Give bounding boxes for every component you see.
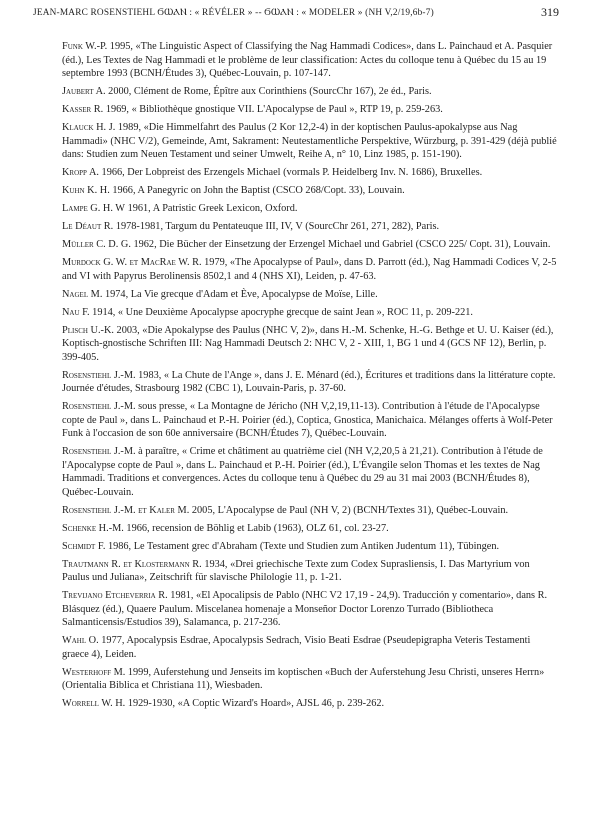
entry-text: 1983, « La Chute de l'Ange », dans J. E. Ménard (éd.), Écritures et traditions dans la littérature copte. Journée d'études, Strasbourg 1982 (CBC 1), Louvain-Paris, p. 37-60.	[62, 369, 556, 394]
bibliography-entry	[62, 445, 558, 499]
bibliography-entry	[62, 400, 558, 441]
bibliography-entry	[62, 522, 558, 536]
bibliography-entry	[62, 306, 558, 320]
entry-author: Kasser R.	[62, 104, 104, 115]
entry-author: Rosenstiehl J.-M.	[62, 401, 136, 412]
entry-author: Westerhoff M.	[62, 666, 126, 678]
bibliography-entry	[62, 324, 558, 365]
bibliography-entry	[62, 103, 558, 117]
entry-text: 1981, «El Apocalipsis de Pablo (NHC V2 17,19 - 24,9). Traducción y comentario», dans R. Blásquez (éd.), Quaere Paulum. Miscelanea homenaje a Monseñor Doctor Lorenzo Turrado (Bibliotheca Salmanticensis/Estudios 39), Salamanca, p. 217-236.	[62, 590, 548, 628]
bibliography-entry	[62, 121, 558, 162]
entry-text: 2005, L'Apocalypse de Paul (NH V, 2) (BCNH/Textes 31), Québec-Louvain.	[189, 504, 509, 516]
bibliography-entry	[62, 184, 558, 198]
entry-text: 1929-1930, «A Coptic Wizard's Hoard», AJSL 46, p. 239-262.	[125, 698, 385, 709]
entry-text: 1977, Apocalypsis Esdrae, Apocalypsis Sedrach, Visio Beati Esdrae (Pseudepigrapha Veteris Testamenti graece 4), Leiden.	[62, 635, 531, 660]
entry-author: Rosenstiehl J.-M. et Kaler M.	[62, 504, 190, 516]
entry-author: Nau F.	[62, 306, 90, 318]
bibliography-entry	[62, 369, 558, 396]
entry-text: 1979, «The Apocalypse of Paul», dans D. Parrott (éd.), Nag Hammadi Codices V, 2-5 and VI with Papyrus Berolinensis 8502,1 and 4 (NHS XI), Leiden, p. 47-63.	[62, 257, 557, 282]
bibliography-entry	[62, 220, 558, 234]
entry-author: Klauck H. J.	[62, 122, 116, 133]
bibliography-entry	[62, 558, 558, 585]
bibliography-entry	[62, 589, 558, 630]
entry-text: 1978-1981, Targum du Pentateuque III, IV, V (SourcChr 261, 271, 282), Paris.	[113, 221, 440, 232]
entry-author: Le Déaut R.	[62, 221, 114, 232]
bibliography-list	[62, 40, 558, 715]
entry-author: Nagel M.	[62, 288, 103, 300]
entry-author: Rosenstiehl J.-M.	[62, 446, 136, 457]
entry-text: 1986, Le Testament grec d'Abraham (Texte und Studien zum Antiken Judentum 11), Tübingen.	[105, 540, 500, 552]
entry-author: Schmidt F.	[62, 540, 106, 552]
bibliography-entry	[62, 666, 558, 693]
bibliography-entry	[62, 634, 558, 661]
bibliography-entry	[62, 202, 558, 216]
bibliography-entry	[62, 238, 558, 252]
bibliography-entry	[62, 256, 558, 283]
entry-text: 1974, La Vie grecque d'Adam et Ève, Apocalypse de Moïse, Lille.	[102, 288, 378, 300]
entry-text: 1966, A Panegyric on John the Baptist (CSCO 268/Copt. 33), Louvain.	[109, 185, 405, 196]
entry-text: 2003, «Die Apokalypse des Paulus (NHC V, 2)», dans H.-M. Schenke, H.-G. Bethge et U. U. Kaiser (éd.), Koptisch-gnostische Schriften III: Nag Hammadi Deutsch 2: NHC V, 2 - XIII, 1, BG 1 und 4 (GCS NF 12), Berlin, p. 399-405.	[62, 324, 554, 363]
entry-author: Rosenstiehl J.-M.	[62, 369, 136, 381]
entry-text: 1995, «The Linguistic Aspect of Classifying the Nag Hammadi Codices», dans L. Painchaud et A. Pasquier (éd.), Les Textes de Nag Hammadi et le problème de leur classification: Actes du colloque tenu à Québec du 15 au 19 septembre 1993 (BCNH/Études 3), Québec-Louvain, p. 107-147.	[62, 41, 553, 79]
entry-text: 1966, recension de Böhlig et Labib (1963), OLZ 61, col. 23-27.	[123, 522, 389, 534]
bibliography-entry	[62, 288, 558, 302]
entry-text: 1961, A Patristic Greek Lexicon, Oxford.	[125, 203, 298, 214]
entry-text: sous presse, « La Montagne de Jéricho (NH V,2,19,11-13). Contribution à l'étude de l'Apocalypse copte de Paul », dans L. Painchaud et P.-H. Poirier (éd.), Coptica, Gnostica, Manichaica. Mélanges offerts à Wolf-Peter Funk à l'occasion de son 60e anniversaire (BCNH/Études 7), Québec-Louvain.	[62, 401, 553, 439]
running-head: JEAN-MARC ROSENSTIEHL ϬⲰⲀⲚ : « RÉVÉLER » -- ϬⲰⲀⲚ : « MODELER » (NH V,2/19,6b-7)	[33, 8, 434, 18]
entry-author: Trevijano Etcheverria R.	[62, 590, 168, 601]
entry-author: Wahl O.	[62, 635, 99, 646]
entry-author: Plisch U.-K.	[62, 324, 114, 336]
bibliography-entry	[62, 504, 558, 518]
bibliography-entry	[62, 540, 558, 554]
bibliography-entry	[62, 166, 558, 180]
entry-author: Lampe G. H. W	[62, 203, 126, 214]
entry-text: 1969, « Bibliothèque gnostique VII. L'Apocalypse de Paul », RTP 19, p. 259-263.	[103, 104, 443, 115]
entry-text: 1914, « Une Deuxième Apocalypse apocryphe grecque de saint Jean », ROC 11, p. 209-221.	[89, 306, 473, 318]
entry-text: 1999, Auferstehung und Jenseits im koptischen «Buch der Auferstehung Jesu Christi, unseres Herrn» (Orientalia Biblica et Christiana 11), Wiesbaden.	[62, 666, 545, 691]
entry-author: Murdock G. W. et MacRae W. R.	[62, 257, 202, 268]
entry-author: Jaubert A.	[62, 86, 106, 97]
entry-author: Kuhn K. H.	[62, 185, 110, 196]
bibliography-entry	[62, 697, 558, 711]
entry-text: 1962, Die Bücher der Einsetzung der Erzengel Michael und Gabriel (CSCO 225/ Copt. 31), Louvain.	[130, 239, 551, 250]
bibliography-entry	[62, 85, 558, 99]
entry-text: 1966, Der Lobpreist des Erzengels Michael (vormals P. Heidelberg Inv. N. 1686), Bruxelles.	[98, 167, 483, 178]
entry-author: Müller C. D. G.	[62, 239, 131, 250]
entry-author: Funk W.-P.	[62, 41, 108, 52]
entry-text: 1989, «Die Himmelfahrt des Paulus (2 Kor 12,2-4) in der koptischen Paulus-apokalypse aus Nag Hammadi» (NHC V/2), Gemeinde, Amt, Sakrament: Neutestamentliche Perspektive, Würzburg, p. 391-429 (déjà publié dans: Studien zum Neuen Testament und seiner Umwelt, Reihe A, n° 10, Linz 1985, p. 151-190).	[62, 122, 557, 160]
entry-author: Schenke H.-M.	[62, 522, 124, 534]
entry-text: 1934, «Drei griechische Texte zum Codex Suprasliensis, I. Das Martyrium von Paulus und Juliana», Zeitschrift für slavische Philologie 11, p. 1-21.	[62, 558, 530, 583]
entry-author: Worrell W. H.	[62, 698, 126, 709]
entry-author: Trautmann R. et Klostermann R.	[62, 558, 202, 570]
page-number: 319	[541, 5, 559, 19]
entry-author: Kropp A.	[62, 167, 99, 178]
bibliography-entry	[62, 40, 558, 81]
entry-text: à paraître, « Crime et châtiment au quatrième ciel (NH V,2,20,5 à 21,21). Contribution à l'étude de l'Apocalypse copte de Paul », dans L. Painchaud et P.-H. Poirier (éd.), L'Évangile selon Thomas et les textes de Nag Hammadi. Traditions et convergences. Actes du colloque tenu à Québec du 29 au 31 mai 2003 (BCNH/Études 8), Québec-Louvain.	[62, 446, 543, 498]
entry-text: 2000, Clément de Rome, Épître aux Corinthiens (SourcChr 167), 2e éd., Paris.	[105, 86, 432, 97]
